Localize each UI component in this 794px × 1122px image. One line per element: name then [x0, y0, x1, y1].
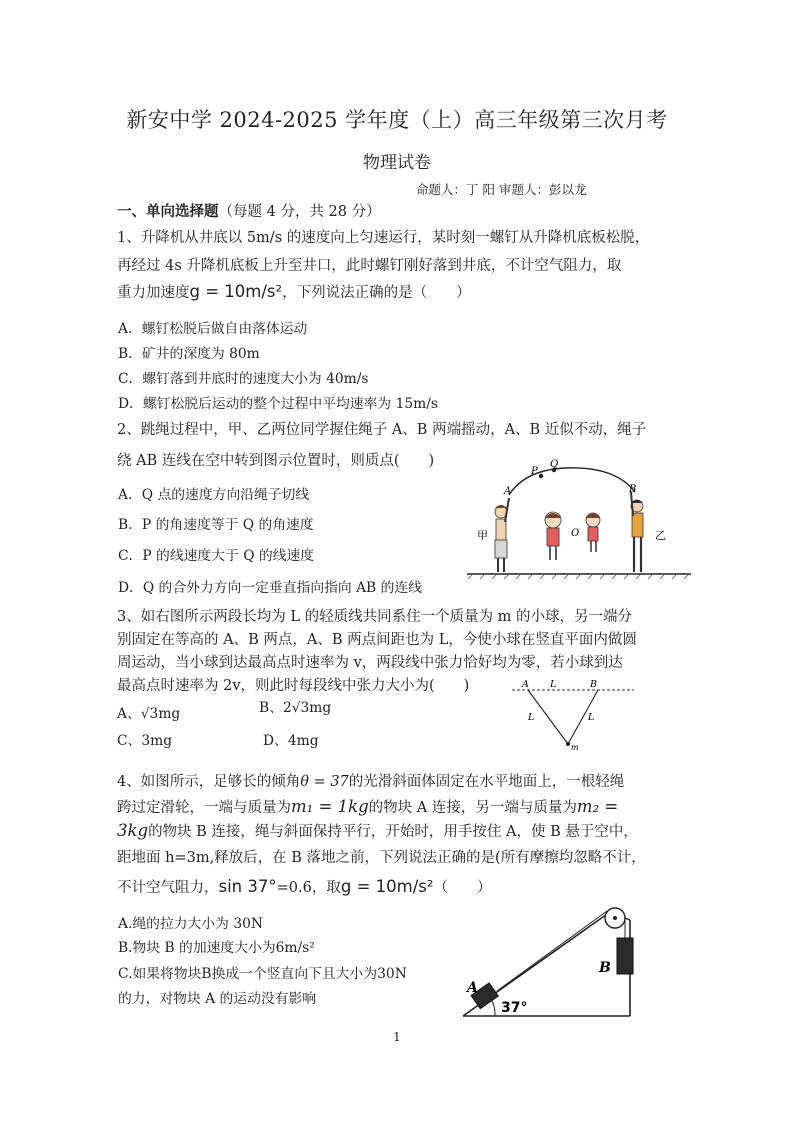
- q4-line2-post: 的物块 A 连接，另一端与质量为: [368, 800, 577, 816]
- q2-option-b: B．P 的角速度等于 Q 的角速度: [118, 517, 314, 533]
- q4-option-a: A.绳的拉力大小为 30N: [118, 916, 263, 932]
- fig4-label-angle: 37°: [501, 1000, 528, 1016]
- fig3-label-l-right: L: [588, 712, 595, 723]
- q4-option-c: C.如果将物块B换成一个竖直向下且大小为30N: [118, 966, 407, 982]
- q4-theta: θ = 37: [300, 774, 349, 790]
- q1-option-d: D．螺钉松脱后运动的整个过程中平均速率为 15m/s: [118, 396, 438, 412]
- fig3-label-l-left: L: [528, 712, 535, 723]
- q4-line3-post: 的物块 B 连接，绳与斜面保持平行，开始时，用手按住 A，使 B 悬于空中，: [148, 824, 638, 840]
- jump-rope-figure: [465, 459, 695, 580]
- q3-line3: 周运动，当小球到达最高点时速率为 v，两段线中张力恰好均为零，若小球到达: [117, 655, 623, 671]
- q2-option-c: C．P 的线速度大于 Q 的线速度: [118, 548, 315, 564]
- fig3-label-a: A: [522, 679, 529, 690]
- fig4-label-a: A: [467, 980, 478, 996]
- q4-line5: [117, 876, 492, 897]
- q3-line1: 3、如右图所示两段长均为 L 的轻质线共同系住一个质量为 m 的小球，另一端分: [117, 609, 633, 625]
- q4-line2: [117, 796, 618, 817]
- two-string-figure: [508, 678, 638, 753]
- fig2-label-b: B: [629, 484, 637, 495]
- q4-m2-value: 3kg: [117, 821, 149, 840]
- section-title: 一、单向选择题: [117, 204, 219, 220]
- q2-line2: 绕 AB 连线在空中转到图示位置时，则质点( ): [117, 453, 435, 469]
- person-yi: [631, 492, 643, 572]
- q3-option-a-value: √3mg: [140, 706, 181, 722]
- q3-option-b-label: B、: [259, 700, 283, 716]
- q1-option-c: C．螺钉落到井底时的速度大小为 40m/s: [118, 371, 369, 387]
- q4-m2: m₂ =: [576, 797, 619, 816]
- q4-line5-mid: =0.6，取: [276, 880, 341, 896]
- section-heading: [117, 200, 381, 221]
- q1-option-a: A．螺钉松脱后做自由落体运动: [118, 321, 308, 337]
- q4-gravity-formula: g = 10m/s²: [340, 877, 434, 896]
- q3-option-c: C、3mg: [117, 733, 173, 749]
- q1-option-b: B．矿井的深度为 80m: [118, 346, 260, 362]
- child-girl-right: [586, 513, 600, 552]
- q4-sin: sin 37°: [218, 877, 277, 896]
- q1-line2: 再经过 4s 升降机底板上升至井口，此时螺钉刚好落到井底，不计空气阻力，取: [117, 258, 622, 274]
- fig3-label-b: B: [590, 679, 597, 690]
- child-girl-left: [545, 512, 561, 560]
- q4-m1: m₁ = 1kg: [291, 797, 369, 816]
- q4-line1-pre: 4、如图所示，足够长的倾角: [117, 774, 301, 790]
- q3-option-b-value: 2√3mg: [282, 700, 332, 716]
- q4-line5-post: （ ）: [433, 880, 492, 896]
- fig2-label-p: P: [531, 466, 538, 477]
- q4-line1: [117, 770, 624, 791]
- q3-line4: 最高点时速率为 2v，则此时每段线中张力大小为( ): [117, 678, 470, 694]
- q1-line3: [117, 281, 471, 302]
- q4-line4: 距地面 h=3m,释放后，在 B 落地之前，下列说法正确的是(所有摩擦均忽略不计，: [117, 850, 646, 866]
- exam-title: 新安中学 2024-2025 学年度（上）高三年级第三次月考: [126, 108, 668, 132]
- q3-option-a-label: A、: [117, 706, 141, 722]
- authors-line: 命题人：丁 阳 审题人：彭以龙: [416, 182, 587, 197]
- q4-option-c-cont: 的力，对物块 A 的运动没有影响: [118, 991, 317, 1007]
- q3-option-b: [259, 696, 331, 716]
- fig2-label-jia: 甲: [477, 529, 488, 542]
- section-scoring: （每题 4 分，共 28 分）: [218, 204, 381, 220]
- q1-line3-post: ，下列说法正确的是（ ）: [282, 285, 471, 301]
- page-number: 1: [393, 1030, 401, 1044]
- q4-option-b: B.物块 B 的加速度大小为6m/s²: [118, 940, 315, 956]
- exam-subtitle: 物理试卷: [363, 153, 431, 173]
- fig2-label-a: A: [504, 486, 512, 497]
- q2-option-a: A．Q 点的速度方向沿绳子切线: [118, 487, 310, 503]
- q4-line2-pre: 跨过定滑轮，一端与质量为: [117, 800, 291, 816]
- fig3-label-m: m: [571, 743, 579, 752]
- q4-line1-post: 的光滑斜面体固定在水平地面上，一根轻绳: [348, 774, 625, 790]
- fig2-label-q: Q: [550, 459, 559, 470]
- q2-option-d: D．Q 的合外力方向一定垂直指向指向 AB 的连线: [118, 580, 422, 596]
- q1-gravity-formula: g = 10m/s²: [189, 282, 283, 301]
- person-jia: [495, 498, 509, 572]
- fig2-label-yi: 乙: [655, 529, 666, 542]
- q2-line1: 2、跳绳过程中，甲、乙两位同学握住绳子 A、B 两端摇动，A、B 近似不动，绳子: [117, 422, 647, 438]
- fig2-label-o: O: [571, 528, 580, 539]
- fig3-label-l-top: L: [550, 679, 557, 690]
- fig4-label-b: B: [599, 960, 611, 976]
- incline-pulley-figure: [455, 898, 655, 1020]
- q3-option-d: D、4mg: [263, 733, 319, 749]
- q1-line1: 1、升降机从井底以 5m/s 的速度向上匀速运行，某时刻一螺钉从升降机底板松脱，: [117, 230, 650, 246]
- q4-line5-pre: 不计空气阻力，: [117, 880, 219, 896]
- q3-line2: 别固定在等高的 A、B 两点，A、B 两点间距也为 L，今使小球在竖直平面内做圆: [117, 632, 637, 648]
- q4-line3: [117, 820, 638, 841]
- q1-line3-pre: 重力加速度: [117, 285, 190, 301]
- q3-option-a: [117, 702, 180, 722]
